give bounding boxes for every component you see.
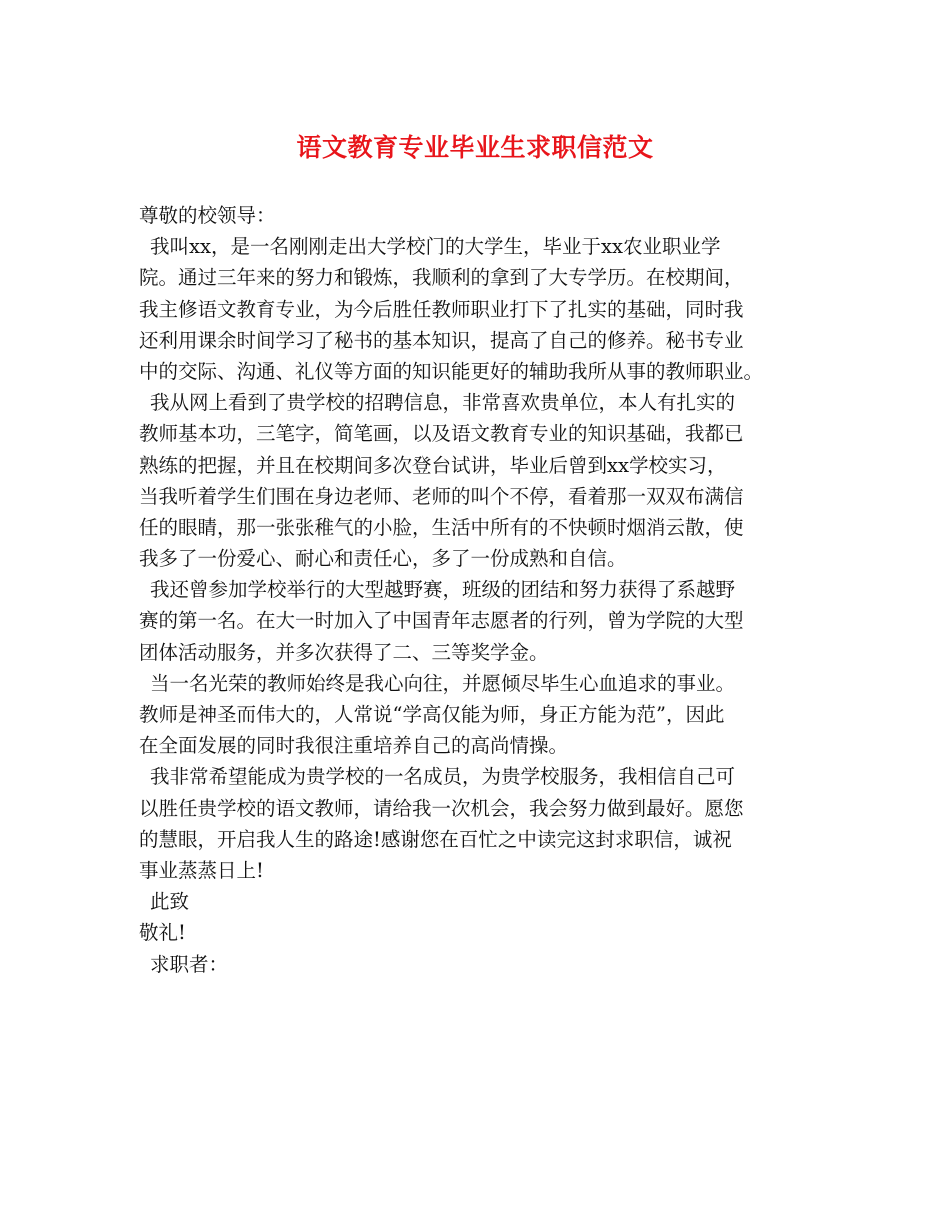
- text-line: 我还曾参加学校举行的大型越野赛，班级的团结和努力获得了系越野: [150, 578, 736, 602]
- text-line: 赛的第一名。在大一时加入了中国青年志愿者的行列，曾为学院的大型: [139, 609, 744, 633]
- text-line: 我叫xx，是一名刚刚走出大学校门的大学生，毕业于xx农业职业学: [150, 235, 721, 259]
- text-line: 教师是神圣而伟大的，人常说“学高仅能为师，身正方能为范”，因此: [139, 703, 725, 726]
- text-line: 中的交际、沟通、礼仪等方面的知识能更好的辅助我所从事的教师职业。: [139, 359, 764, 383]
- text-line: 当我听着学生们围在身边老师、老师的叫个不停，看着那一双双布满信: [139, 484, 744, 508]
- closing-line: 敬礼!: [139, 921, 186, 945]
- text-line: 事业蒸蒸日上!: [139, 858, 264, 882]
- text-line: 当一名光荣的教师始终是我心向往，并愿倾尽毕生心血追求的事业。: [150, 671, 736, 695]
- salutation-line: 尊敬的校领导：: [139, 204, 276, 227]
- closing-line: 此致: [150, 890, 190, 914]
- text-line: 我主修语文教育专业，为今后胜任教师职业打下了扎实的基础，同时我: [139, 297, 744, 321]
- text-line: 团体活动服务，并多次获得了二、三等奖学金。: [139, 640, 549, 664]
- signature-line: 求职者：: [150, 952, 229, 976]
- text-line: 的慧眼，开启我人生的路途!感谢您在百忙之中读完这封求职信，诚祝: [139, 827, 732, 851]
- document-title: 语文教育专业毕业生求职信范文: [296, 133, 654, 162]
- letter-body: [139, 200, 829, 980]
- text-line: 还利用课余时间学习了秘书的基本知识，提高了自己的修养。秘书专业: [139, 328, 744, 352]
- text-line: 教师基本功，三笔字，简笔画，以及语文教育专业的知识基础，我都已: [139, 422, 744, 446]
- text-line: 我多了一份爱心、耐心和责任心，多了一份成熟和自信。: [139, 547, 627, 571]
- text-line: 我从网上看到了贵学校的招聘信息，非常喜欢贵单位，本人有扎实的: [150, 391, 736, 415]
- text-line: 任的眼睛，那一张张稚气的小脸，生活中所有的不快顿时烟消云散，使: [139, 515, 744, 539]
- text-line: 我非常希望能成为贵学校的一名成员，为贵学校服务，我相信自己可: [150, 765, 736, 789]
- text-line: 以胜任贵学校的语文教师，请给我一次机会，我会努力做到最好。愿您: [139, 796, 744, 820]
- text-line: 熟练的把握，并且在校期间多次登台试讲，毕业后曾到xx学校实习，: [139, 453, 727, 477]
- text-line: 在全面发展的同时我很注重培养自己的高尚情操。: [139, 734, 569, 758]
- text-line: 院。通过三年来的努力和锻炼，我顺利的拿到了大专学历。在校期间，: [139, 266, 744, 290]
